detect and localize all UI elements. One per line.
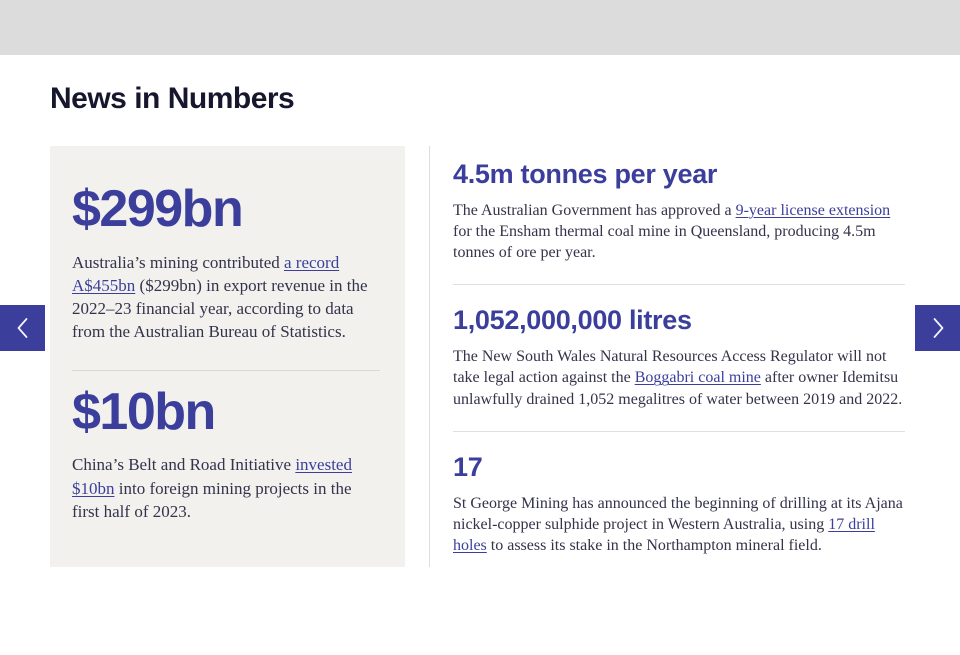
text-segment: Australia’s mining contributed [72,252,284,272]
text-segment: St George Mining has announced the beginning of drilling at its Ajana nickel-copper sulphide project in Western Australia, using [453,494,903,533]
stat-description [72,251,382,344]
top-page-strip [0,0,960,55]
news-item [453,439,911,556]
inline-link[interactable]: 9-year license extension [735,201,891,219]
stat-value: $10bn [72,382,215,441]
news-item-value: 4.5m tonnes per year [453,159,718,189]
inline-link[interactable]: 17 drill holes [453,515,875,555]
chevron-right-icon [926,313,950,343]
text-segment: to assess its stake in the Northampton mineral field. [486,537,822,555]
news-items-column [429,146,911,567]
divider [453,284,905,285]
news-in-numbers-content [50,146,960,567]
stat-block [72,382,380,523]
text-segment: ($299bn) in export revenue in the 2022–23 financial year, according to data from the Australian Bureau of Statistics. [72,275,368,342]
section-title: News in Numbers [50,82,295,115]
inline-link[interactable]: invested $10bn [72,455,352,498]
featured-stats-card [50,146,405,567]
text-segment: into foreign mining projects in the first half of 2023. [72,478,352,521]
news-item-description [453,346,911,410]
carousel-next-button[interactable] [915,305,960,351]
text-segment: The New South Wales Natural Resources Access Regulator will not take legal action against the [453,348,887,387]
inline-link[interactable]: a record A$455bn [72,252,340,295]
news-item [453,292,911,409]
chevron-left-icon [11,313,35,343]
news-item [453,146,911,263]
news-item-value: 1,052,000,000 litres [453,305,692,336]
news-item-value: 17 [453,451,483,482]
text-segment: The Australian Government has approved a [453,201,736,219]
text-segment: after owner Idemitsu unlawfully drained 1,052 megalitres of water between 2019 and 2022. [453,369,903,408]
stat-description [72,453,382,523]
stat-value: $299bn [72,180,243,238]
text-segment: for the Ensham thermal coal mine in Queensland, producing 4.5m tonnes of ore per year. [453,222,876,262]
stat-block [72,182,380,344]
news-item-description [453,200,911,264]
divider [72,370,380,371]
divider [453,431,905,432]
text-segment: China’s Belt and Road Initiative [72,455,296,475]
inline-link[interactable]: Boggabri coal mine [634,369,761,387]
carousel-prev-button[interactable] [0,305,45,351]
news-item-description [453,493,911,557]
